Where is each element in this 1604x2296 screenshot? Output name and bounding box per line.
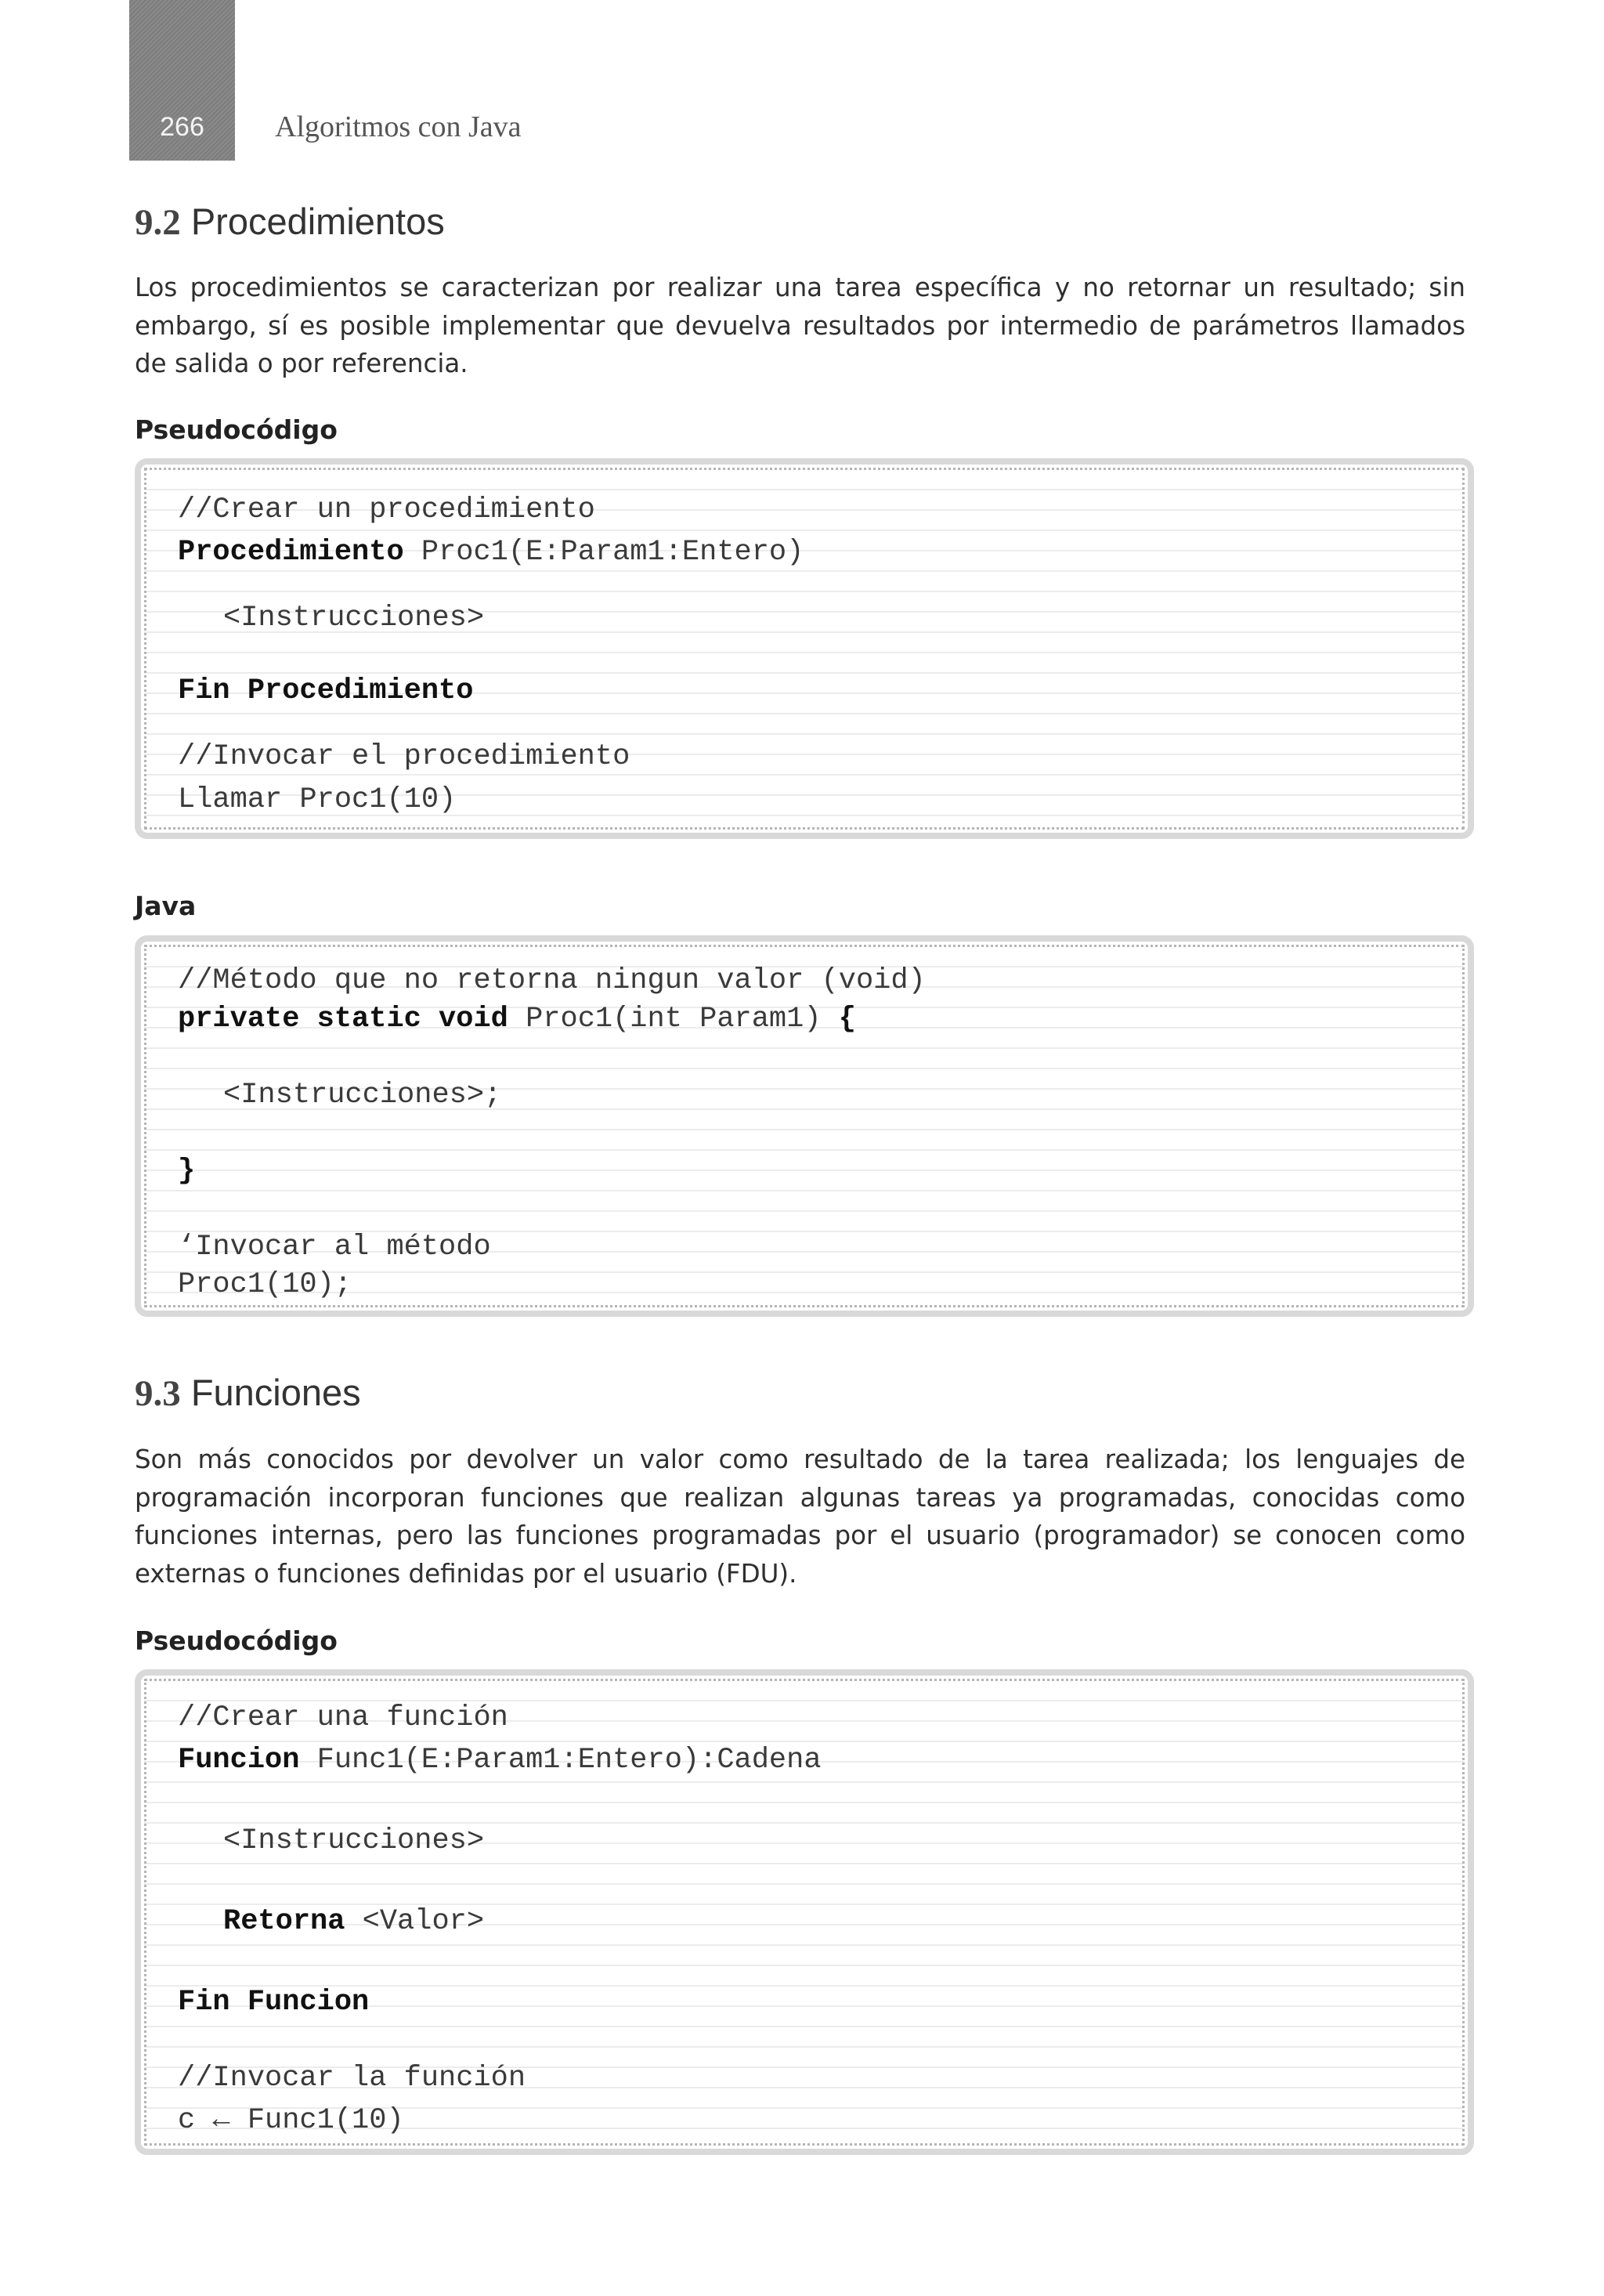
keyword-fin-procedimiento: Fin Procedimiento (178, 674, 474, 707)
code-box-inner (144, 1679, 1465, 2146)
code-return (223, 1905, 484, 1938)
section-title: Funciones (190, 1372, 361, 1413)
funciones-paragraph: Son más conocidos por devolver un valor como resultado de la tarea realizada; los lenguajes de programación incorporan funciones que realizan algunas tareas ya programadas, conocidas como funciones internas, pero las funciones programadas por el usuario (programador) se conocen como externas o funciones definidas por el usuario (FDU). (135, 1444, 1465, 1589)
keyword-modifiers: private static void (178, 1003, 508, 1036)
code-box-inner (144, 468, 1465, 830)
open-brace: { (838, 1003, 856, 1036)
close-brace: } (178, 1155, 196, 1188)
code-call: Proc1(10); (178, 1268, 352, 1301)
java-label: Java (135, 891, 197, 921)
pseudocode-funcion-box (135, 1669, 1474, 2155)
code-instructions: <Instrucciones> (223, 1824, 485, 1857)
keyword-retorna: Retorna (223, 1905, 345, 1938)
running-title: Algoritmos con Java (275, 110, 522, 143)
code-box-inner (144, 945, 1465, 1307)
code-call: Llamar Proc1(10) (178, 783, 457, 816)
section-number: 9.3 (135, 1373, 181, 1414)
section-heading-funciones (135, 1371, 361, 1415)
page-number: 266 (160, 112, 204, 142)
code-procedure-signature (178, 536, 804, 569)
code-comment: //Crear una función (178, 1701, 508, 1734)
code-method-signature (178, 1003, 856, 1036)
keyword-procedimiento: Procedimiento (178, 536, 404, 569)
code-comment: //Invocar la función (178, 2062, 526, 2095)
code-call: c ← Func1(10) (178, 2104, 404, 2137)
code-comment: //Invocar el procedimiento (178, 740, 630, 773)
section-title: Procedimientos (190, 201, 445, 242)
code-instructions: <Instrucciones> (223, 602, 485, 635)
procedimientos-paragraph: Los procedimientos se caracterizan por realizar una tarea específica y no retornar un resultado; sin embargo, sí es posible implementar que devuelva resultados por intermedio de parámetros llamados de salida o por referencia. (135, 273, 1465, 378)
pseudocode-label: Pseudocódigo (135, 1625, 338, 1656)
pseudocode-procedimiento-box (135, 458, 1474, 839)
java-procedimiento-box (135, 935, 1474, 1317)
section-heading-procedimientos (135, 200, 445, 244)
code-comment: ‘Invocar al método (178, 1231, 491, 1264)
procedure-signature: Proc1(E:Param1:Entero) (403, 536, 804, 569)
code-function-signature (178, 1744, 822, 1777)
method-signature: Proc1(int Param1) (508, 1003, 839, 1036)
code-comment: //Crear un procedimiento (178, 494, 595, 526)
pseudocode-label: Pseudocódigo (135, 414, 338, 445)
return-value: <Valor> (345, 1905, 485, 1938)
keyword-funcion: Funcion (178, 1744, 300, 1777)
keyword-fin-funcion: Fin Funcion (178, 1986, 370, 2019)
code-instructions: <Instrucciones>; (223, 1079, 502, 1112)
section-number: 9.2 (135, 202, 181, 243)
function-signature: Func1(E:Param1:Entero):Cadena (299, 1744, 822, 1777)
code-comment: //Método que no retorna ningun valor (void) (178, 964, 926, 997)
